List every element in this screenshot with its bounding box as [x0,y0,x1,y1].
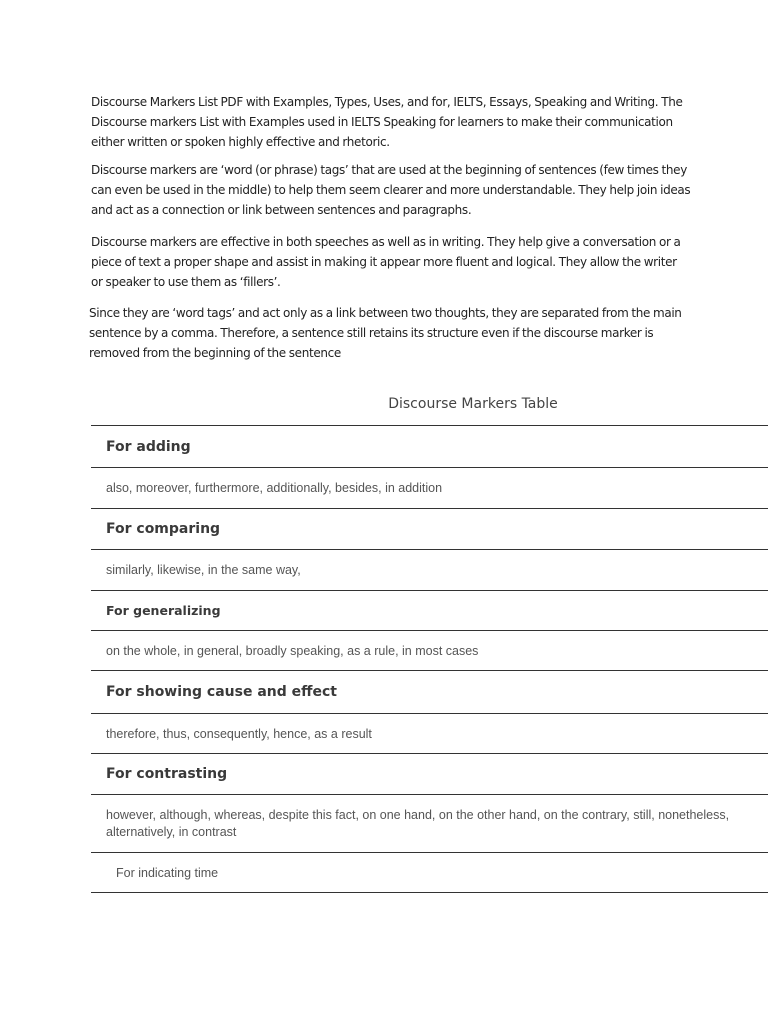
table-row-heading: For contrasting [91,754,768,795]
table-row-heading: For generalizing [91,591,768,631]
table-row-heading: For comparing [91,509,768,550]
intro-paragraph: Discourse markers are effective in both speeches as well as in writing. They help give a conversation or a piece of text a proper shape and assist in making it appear more fluent and logical. They allow the writer or speaker to use them as ‘fillers’. [91,235,681,289]
table-row-markers: similarly, likewise, in the same way, [91,550,768,591]
table-row-markers [91,795,768,853]
markers-text: however, although, whereas, despite this fact, on one hand, on the other hand, on the contrary, still, nonetheless, alternatively, in contrast [106,807,730,839]
discourse-markers-table [91,425,768,893]
intro-paragraph: Discourse markers are ‘word (or phrase) tags’ that are used at the beginning of sentences (few times they can even be used in the middle) to help them seem clearer and more understandable. They help join ideas and act as a connection or link between sentences and paragraphs. [91,163,691,217]
intro-section [91,92,691,373]
table-row-markers: on the whole, in general, broadly speaking, as a rule, in most cases [91,631,768,671]
table-row-heading: For showing cause and effect [91,671,768,714]
table-row-heading: For adding [91,426,768,468]
table-title: Discourse Markers Table [388,396,558,412]
table-row-markers: therefore, thus, consequently, hence, as a result [91,714,768,754]
intro-paragraph: Discourse Markers List PDF with Examples, Types, Uses, and for, IELTS, Essays, Speaking and Writing. The Discourse markers List with Examples used in IELTS Speaking for learners to make their communication either written or spoken highly effective and rhetoric. [91,95,683,149]
table-row-heading: For indicating time [91,853,768,893]
intro-paragraph: Since they are ‘word tags’ and act only as a link between two thoughts, they are separated from the main sentence by a comma. Therefore, a sentence still retains its structure even if the discourse marker is removed from the beginning of the sentence [89,306,682,360]
table-row-markers: also, moreover, furthermore, additionally, besides, in addition [91,468,768,509]
